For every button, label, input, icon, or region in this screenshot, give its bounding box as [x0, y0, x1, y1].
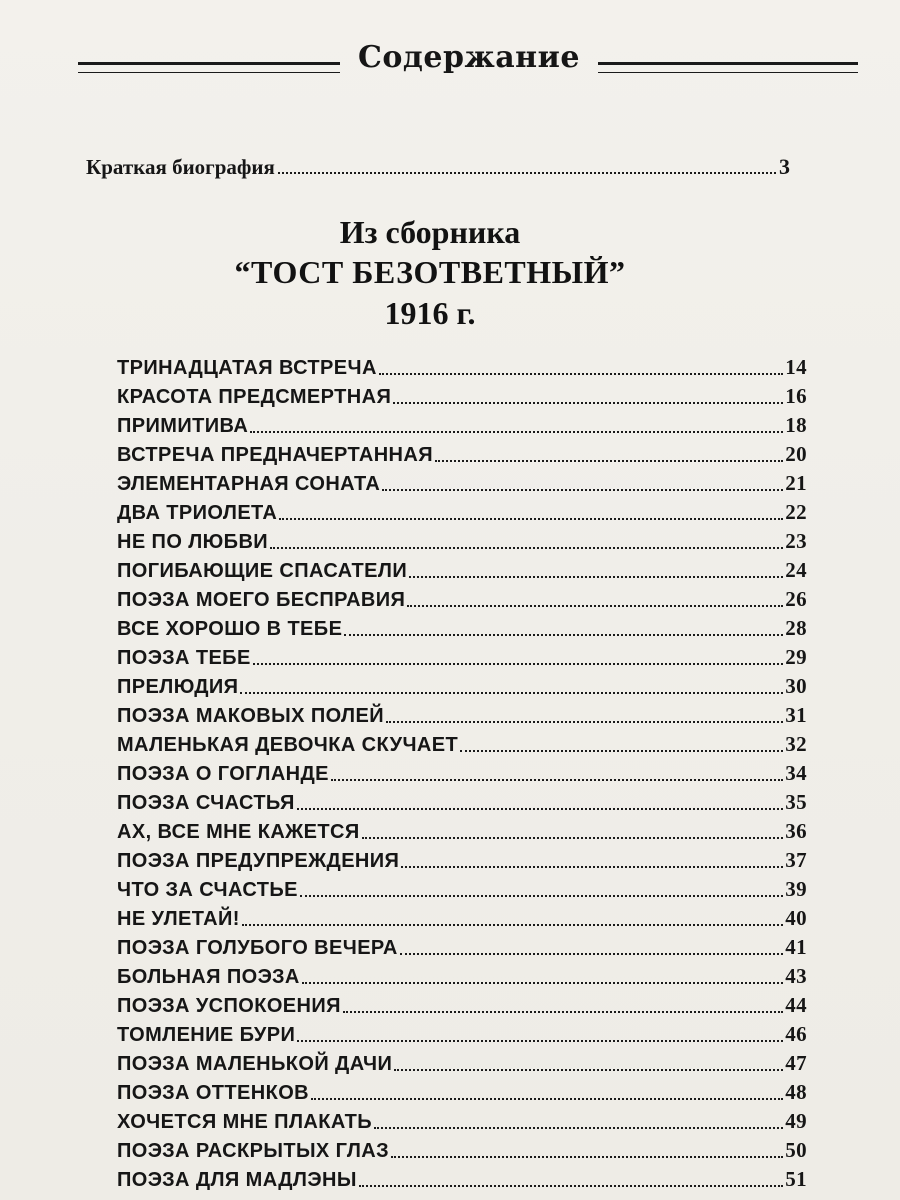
- toc-entry: [117, 988, 807, 1018]
- dot-leader: [297, 1039, 783, 1042]
- dot-leader: [407, 604, 783, 607]
- toc-entry-page-number: 51: [785, 1167, 807, 1191]
- toc-entry-page-number: 41: [785, 935, 807, 959]
- toc-entry: [117, 814, 807, 844]
- section-heading-year: 1916 г.: [384, 295, 476, 331]
- dot-leader: [359, 1184, 783, 1187]
- toc-entry-title: ВСТРЕЧА ПРЕДНАЧЕРТАННАЯ: [117, 444, 434, 466]
- section-heading-line1: Из сборника: [339, 214, 521, 250]
- toc-entry-title: ЭЛЕМЕНТАРНАЯ СОНАТА: [117, 473, 381, 495]
- toc-entry-title: АХ, ВСЕ МНЕ КАЖЕТСЯ: [117, 821, 360, 843]
- dot-leader: [343, 1010, 783, 1013]
- dot-leader: [279, 517, 783, 520]
- toc-entry: [117, 930, 807, 960]
- toc-entry-page-number: 35: [785, 790, 807, 814]
- toc-entry: [117, 582, 807, 612]
- toc-entry: [117, 437, 807, 467]
- toc-entry: [117, 640, 807, 670]
- dot-leader: [253, 662, 783, 665]
- toc-entry-page-number: 47: [785, 1051, 807, 1075]
- toc-entry-title: ПОЭЗА РАСКРЫТЫХ ГЛАЗ: [117, 1140, 390, 1162]
- dot-leader: [409, 575, 783, 578]
- toc-entry: [117, 756, 807, 786]
- dot-leader: [344, 633, 783, 636]
- toc-entry-title: ПОЭЗА МАКОВЫХ ПОЛЕЙ: [117, 705, 384, 727]
- dot-leader: [362, 836, 784, 839]
- toc-entry-title: ХОЧЕТСЯ МНЕ ПЛАКАТЬ: [117, 1111, 373, 1133]
- dot-leader: [460, 749, 783, 752]
- toc-entry: [117, 872, 807, 902]
- dot-leader: [331, 778, 783, 781]
- dot-leader: [311, 1097, 783, 1100]
- toc-entry-page-number: 50: [785, 1138, 807, 1162]
- toc-entry: [117, 1133, 807, 1163]
- page-header: [78, 38, 858, 88]
- toc-entry-page-number: 18: [785, 413, 807, 437]
- toc-entry-page-number: 26: [785, 587, 807, 611]
- toc-entry-title: ПОЭЗА УСПОКОЕНИЯ: [117, 995, 341, 1017]
- toc-entry-page-number: 49: [785, 1109, 807, 1133]
- toc-entry: [117, 959, 807, 989]
- dot-leader: [379, 372, 783, 375]
- toc-entry: [117, 524, 807, 554]
- toc-entry-title: ПОЭЗА МАЛЕНЬКОЙ ДАЧИ: [117, 1053, 393, 1075]
- biography-entry: [86, 146, 790, 180]
- dot-leader: [435, 459, 783, 462]
- dot-leader: [394, 1068, 783, 1071]
- toc-entry: [117, 466, 807, 496]
- toc-entry-page-number: 36: [785, 819, 807, 843]
- dot-leader: [270, 546, 783, 549]
- biography-title: Краткая биография: [86, 155, 275, 179]
- toc-entry-title: ПРИМИТИВА: [117, 415, 249, 437]
- toc-entry-page-number: 23: [785, 529, 807, 553]
- toc-entry-page-number: 32: [785, 732, 807, 756]
- page-title: Содержание: [358, 40, 580, 75]
- toc-entry: [117, 843, 807, 873]
- toc-entry-title: ТОМЛЕНИЕ БУРИ: [117, 1024, 296, 1046]
- toc-entry-page-number: 30: [785, 674, 807, 698]
- dot-leader: [386, 720, 783, 723]
- toc-entry-page-number: 40: [785, 906, 807, 930]
- toc-entry-page-number: 43: [785, 964, 807, 988]
- toc-entry-title: ПОЭЗА СЧАСТЬЯ: [117, 792, 295, 814]
- dot-leader: [240, 691, 783, 694]
- toc-entry-title: ПОГИБАЮЩИЕ СПАСАТЕЛИ: [117, 560, 408, 582]
- toc-entry: [117, 495, 807, 525]
- dot-leader: [297, 807, 783, 810]
- toc-entry-page-number: 48: [785, 1080, 807, 1104]
- toc-entry-title: ПОЭЗА ГОЛУБОГО ВЕЧЕРА: [117, 937, 398, 959]
- toc-entry-page-number: 28: [785, 616, 807, 640]
- toc-entry-page-number: 20: [785, 442, 807, 466]
- toc-entry-title: ПОЭЗА ДЛЯ МАДЛЭНЫ: [117, 1169, 357, 1191]
- toc-entry-title: ДВА ТРИОЛЕТА: [117, 502, 278, 524]
- toc-entry-title: КРАСОТА ПРЕДСМЕРТНАЯ: [117, 386, 392, 408]
- toc-entry: [117, 1046, 807, 1076]
- toc-entry-title: НЕ ПО ЛЮБВИ: [117, 531, 269, 553]
- toc-entry: [117, 1075, 807, 1105]
- toc-entry-title: ПОЭЗА ТЕБЕ: [117, 647, 251, 669]
- dot-leader: [393, 401, 783, 404]
- toc-entry-page-number: 34: [785, 761, 807, 785]
- dot-leader: [278, 171, 776, 174]
- toc-entry-title: ПОЭЗА ОТТЕНКОВ: [117, 1082, 310, 1104]
- biography-page-number: 3: [779, 154, 790, 179]
- toc-entry-title: ЧТО ЗА СЧАСТЬЕ: [117, 879, 298, 901]
- dot-leader: [391, 1155, 783, 1158]
- toc-entry-title: ТРИНАДЦАТАЯ ВСТРЕЧА: [117, 357, 377, 379]
- dot-leader: [300, 894, 783, 897]
- dot-leader: [242, 923, 783, 926]
- toc-entry: [117, 408, 807, 438]
- toc-entry-page-number: 14: [785, 355, 807, 379]
- dot-leader: [374, 1126, 783, 1129]
- toc-entry-title: БОЛЬНАЯ ПОЭЗА: [117, 966, 300, 988]
- section-heading-collection-name: “ТОСТ БЕЗОТВЕТНЫЙ”: [234, 254, 626, 290]
- toc-entry-title: ПРЕЛЮДИЯ: [117, 676, 239, 698]
- dot-leader: [250, 430, 783, 433]
- dot-leader: [382, 488, 783, 491]
- toc-entry-page-number: 16: [785, 384, 807, 408]
- toc-entry: [117, 611, 807, 641]
- toc-entry: [117, 350, 807, 380]
- header-rule-left: [78, 62, 340, 73]
- toc-entry-title: ПОЭЗА ПРЕДУПРЕЖДЕНИЯ: [117, 850, 400, 872]
- toc-entry: [117, 698, 807, 728]
- toc-entry: [117, 1017, 807, 1047]
- toc-entry: [117, 785, 807, 815]
- toc-entry-title: МАЛЕНЬКАЯ ДЕВОЧКА СКУЧАЕТ: [117, 734, 459, 756]
- dot-leader: [401, 865, 783, 868]
- dot-leader: [302, 981, 783, 984]
- toc-entry-page-number: 24: [785, 558, 807, 582]
- section-heading: [120, 212, 740, 334]
- toc-entry-title: ПОЭЗА О ГОГЛАНДЕ: [117, 763, 329, 785]
- toc-entry-page-number: 37: [785, 848, 807, 872]
- toc-entry-title: НЕ УЛЕТАЙ!: [117, 908, 240, 930]
- toc-entry-page-number: 29: [785, 645, 807, 669]
- toc-entry: [117, 727, 807, 757]
- toc-entry-page-number: 46: [785, 1022, 807, 1046]
- toc-entry: [117, 553, 807, 583]
- toc-entry-page-number: 31: [785, 703, 807, 727]
- toc-entry: [117, 901, 807, 931]
- toc-entry: [117, 1162, 807, 1192]
- header-rule-right: [598, 62, 858, 73]
- toc-entry: [117, 669, 807, 699]
- toc-entry-title: ПОЭЗА МОЕГО БЕСПРАВИЯ: [117, 589, 406, 611]
- toc-entry: [117, 1104, 807, 1134]
- toc-entry-page-number: 44: [785, 993, 807, 1017]
- toc-entry-page-number: 39: [785, 877, 807, 901]
- toc-entry: [117, 379, 807, 409]
- dot-leader: [400, 952, 783, 955]
- toc-entry-page-number: 21: [785, 471, 807, 495]
- toc-entry-page-number: 22: [785, 500, 807, 524]
- toc-entry-title: ВСЕ ХОРОШО В ТЕБЕ: [117, 618, 343, 640]
